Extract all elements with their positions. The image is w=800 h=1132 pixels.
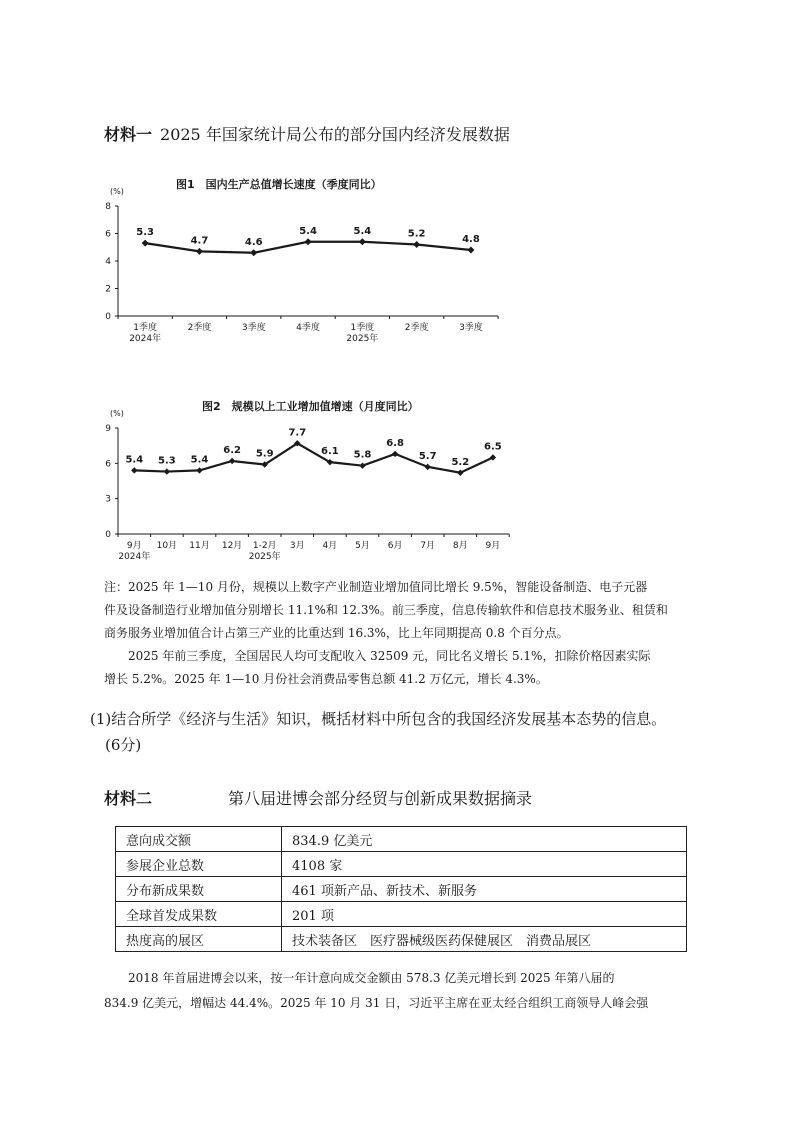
data-label: 4.6 [244,236,263,248]
data-label: 5.7 [418,450,437,462]
question1-text: (1)结合所学《经济与生活》知识，概括材料中所包含的我国经济发展基本态势的信息。 [90,710,667,728]
table-key: 意向成交额 [116,827,282,852]
material2-label: 材料二 [104,789,153,808]
data-label: 6.2 [223,444,241,456]
x-year-label: 2025年 [346,334,379,344]
y-tick-label: 6 [105,459,111,470]
x-tick-label: 1季度 [133,323,158,333]
x-tick-label: 11月 [189,541,210,551]
table-value: 4108 家 [282,852,687,877]
table-key: 热度高的展区 [116,927,282,952]
table-row [116,902,687,927]
y-tick-label: 8 [105,202,111,212]
data-point [392,451,398,457]
data-label: 4.7 [190,235,209,247]
y-tick-label: 0 [105,312,111,322]
note-paragraph [104,576,744,691]
material2-title: 第八届进博会部分经贸与创新成果数据摘录 [228,789,533,808]
question1-score: (6分) [90,736,142,754]
table-row [116,927,687,952]
x-tick-label: 3月 [289,541,305,551]
data-label: 5.4 [190,454,209,466]
note-line: 件及设备制造行业增加值分别增长 11.1%和 12.3%。前三季度，信息传输软件和信息技术服务业、租赁和 [104,603,668,617]
x-tick-label: 1季度 [350,323,375,333]
table-row [116,827,687,852]
note-line: 2025 年前三季度，全国居民人均可支配收入 32509 元，同比名义增长 5.1%，扣除价格因素实际 [104,649,651,663]
x-tick-label: 9月 [126,541,142,551]
data-label: 7.7 [288,427,307,439]
data-label: 5.9 [255,448,274,460]
data-label: 5.4 [299,225,317,237]
x-year-label: 2024年 [129,334,162,344]
table-value: 834.9 亿美元 [282,827,687,852]
x-tick-label: 4季度 [296,323,320,333]
question1 [90,706,750,758]
x-year-label: 2024年 [118,552,151,562]
x-tick-label: 4月 [322,541,338,551]
material1-title: 2025 年国家统计局公布的部分国内经济发展数据 [160,125,510,144]
data-label: 5.3 [158,455,176,467]
data-point [131,467,137,473]
data-label: 6.1 [321,446,339,458]
y-axis-unit: (%) [110,187,124,196]
y-tick-label: 2 [105,284,111,295]
table-value: 201 项 [282,902,687,927]
data-label: 5.2 [451,456,470,468]
table-key: 分布新成果数 [116,877,282,902]
note-line: 增长 5.2%。2025 年 1—10 月份社会消费品零售总额 41.2 万亿元，增长 4.3%。 [104,672,548,686]
x-tick-label: 3季度 [241,323,266,333]
x-tick-label: 5月 [355,541,370,551]
data-label: 5.3 [136,227,155,239]
data-label: 6.8 [386,437,404,449]
data-point [359,462,365,468]
data-point [164,468,170,474]
y-tick-label: 3 [105,494,111,505]
x-tick-label: 12月 [221,541,243,551]
y-tick-label: 6 [105,229,111,240]
chart1-title: 图1 国内生产总值增长速度（季度同比） [176,178,382,191]
x-tick-label: 6月 [387,541,403,551]
data-label: 5.4 [125,454,144,466]
data-label: 5.8 [353,449,372,461]
expo-data-table [115,826,687,952]
data-label: 4.8 [462,234,480,245]
x-tick-label: 8月 [452,541,468,551]
table-key: 参展企业总数 [116,852,282,877]
x-tick-label: 1-2月 [252,541,277,551]
material1-label: 材料一 [104,125,153,144]
x-tick-label: 10月 [156,541,178,551]
x-tick-label: 2季度 [187,323,212,333]
y-tick-label: 4 [105,257,111,267]
material2-paragraph [104,966,744,1016]
x-tick-label: 2季度 [404,323,429,333]
x-tick-label: 9月 [485,541,501,551]
y-tick-label: 9 [105,424,111,434]
table-row [116,852,687,877]
material2-heading [104,786,533,809]
series-line [134,443,493,472]
data-label: 6.5 [484,441,502,453]
paragraph-line: 2018 年首届进博会以来，按一年计意向成交金额由 578.3 亿美元增长到 2025 年第八届的 [104,971,615,985]
y-axis-unit: (%) [110,409,124,418]
data-label: 5.4 [353,225,372,237]
chart2-title: 图2 规模以上工业增加值增速（月度同比） [202,400,419,413]
table-key: 全球首发成果数 [116,902,282,927]
table-value: 技术装备区 医疗器械级医药保健展区 消费品展区 [282,927,687,952]
x-tick-label: 7月 [420,541,436,551]
table-row [116,877,687,902]
paragraph-line: 834.9 亿美元，增幅达 44.4%。2025 年 10 月 31 日，习近平主席在亚太经合组织工商领导人峰会强 [104,996,649,1010]
data-point [196,467,202,473]
data-point [425,464,431,470]
x-year-label: 2025年 [248,552,281,562]
data-point [229,458,235,464]
data-label: 5.2 [407,228,426,240]
x-tick-label: 3季度 [459,323,483,333]
note-line: 注：2025 年 1—10 月份，规模以上数字产业制造业增加值同比增长 9.5%，智能设备制造、电子元器 [104,580,648,594]
note-line: 商务服务业增加值合计占第三产业的比重达到 16.3%，比上年同期提高 0.8 个百分点。 [104,626,569,640]
table-value: 461 项新产品、新技术、新服务 [282,877,687,902]
y-tick-label: 0 [105,530,111,540]
